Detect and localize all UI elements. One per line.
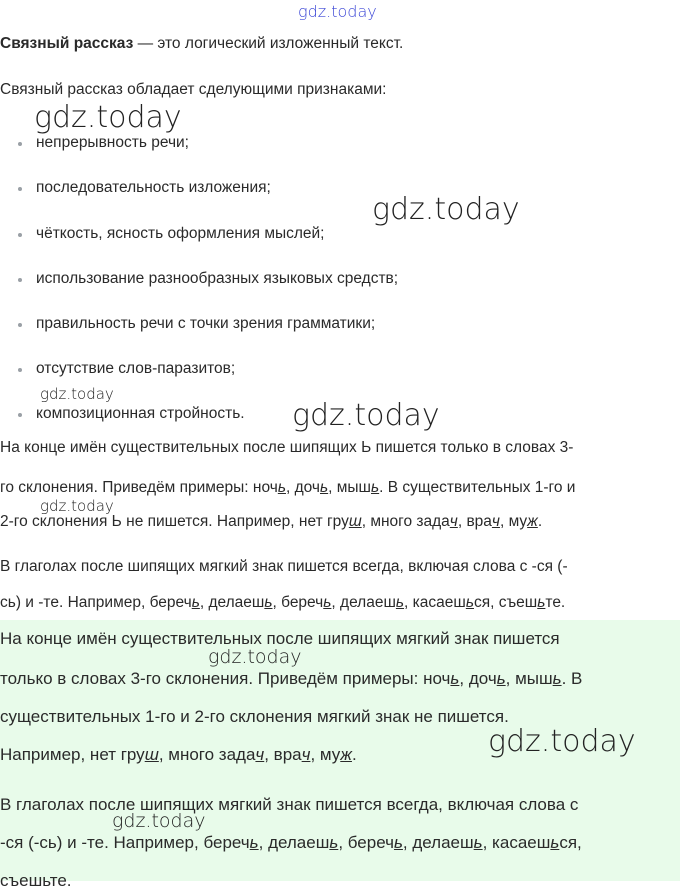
list-item: отсутствие слов-паразитов; xyxy=(36,360,236,377)
bullet-icon xyxy=(18,278,22,282)
definition-text: — это логический изложенный текст. xyxy=(133,35,404,52)
highlighted-letter: ш xyxy=(144,745,159,764)
highlighted-letter: ч xyxy=(301,745,311,764)
list-item: последовательность изложения; xyxy=(36,179,271,196)
highlighted-letter: ь xyxy=(395,594,405,611)
watermark: gdz.today xyxy=(40,497,114,515)
watermark: gdz.today xyxy=(372,192,520,227)
highlighted-letter: ж xyxy=(340,745,352,764)
highlighted-letter: ч xyxy=(255,745,265,764)
highlighted-letter: ь xyxy=(371,479,380,496)
paragraph-line: -ся (-сь) и -те. Например, беречь, делаешь, беречь, делаешь, касаешься, xyxy=(0,833,582,852)
highlighted-letter: ь xyxy=(473,833,483,852)
highlighted-letter: ь xyxy=(450,669,460,688)
highlighted-letter: ь xyxy=(277,479,286,496)
watermark: gdz.today xyxy=(112,810,206,832)
highlighted-letter: ч xyxy=(449,513,458,530)
highlighted-letter: ь xyxy=(465,594,474,611)
list-item: чёткость, ясность оформления мыслей; xyxy=(36,225,325,242)
highlighted-letter: ж xyxy=(527,513,538,530)
paragraph-line: сь) и -те. Например, беречь, делаешь, беречь, делаешь, касаешься, съешьте. xyxy=(0,594,566,611)
highlighted-letter: ь xyxy=(537,594,546,611)
paragraph-line: На конце имён существительных после шипящих Ь пишется только в словах 3- xyxy=(0,439,574,456)
bullet-icon xyxy=(18,233,22,237)
highlighted-letter: ь xyxy=(191,594,200,611)
highlighted-letter: ч xyxy=(491,513,500,530)
paragraph-line: 2-го склонения Ь не пишется. Например, нет груш, много задач, врач, муж. xyxy=(0,513,543,530)
list-item: использование разнообразных языковых средств; xyxy=(36,270,399,287)
paragraph-line: На конце имён существительных после шипящих мягкий знак пишется xyxy=(0,629,560,648)
definition-term: Связный рассказ xyxy=(0,35,134,52)
watermark: gdz.today xyxy=(40,385,114,403)
paragraph-line: В глаголах после шипящих мягкий знак пишется всегда, включая слова с xyxy=(0,795,579,814)
watermark: gdz.today xyxy=(34,100,182,135)
watermark: gdz.today xyxy=(292,398,440,433)
watermark: gdz.today xyxy=(208,646,302,668)
highlighted-letter: ь xyxy=(264,594,273,611)
highlighted-letter: ь xyxy=(550,833,560,852)
paragraph-line: съешьте. xyxy=(0,871,72,890)
bullet-icon xyxy=(18,413,22,417)
list-item: композиционная стройность. xyxy=(36,405,245,422)
highlighted-letter: ь xyxy=(319,479,329,496)
highlighted-letter: ь xyxy=(393,833,403,852)
watermark: gdz.today xyxy=(488,724,636,759)
highlighted-letter: ь xyxy=(496,669,506,688)
bullet-icon xyxy=(18,323,22,327)
features-intro: Связный рассказ обладает сделующими признаками: xyxy=(0,81,387,98)
bullet-icon xyxy=(18,142,22,146)
highlighted-letter: ь xyxy=(329,833,339,852)
list-item: непрерывность речи; xyxy=(36,134,189,151)
paragraph-line: существительных 1-го и 2-го склонения мягкий знак не пишется. xyxy=(0,707,509,726)
highlighted-letter: ь xyxy=(552,669,562,688)
highlighted-letter: ш xyxy=(348,513,362,530)
highlighted-letter: ь xyxy=(249,833,259,852)
bullet-icon xyxy=(18,368,22,372)
paragraph-line: только в словах 3-го склонения. Приведём примеры: ночь, дочь, мышь. В xyxy=(0,669,583,688)
highlighted-letter: ь xyxy=(323,594,332,611)
paragraph-line: В глаголах после шипящих мягкий знак пишется всегда, включая слова с -ся (- xyxy=(0,558,568,575)
paragraph-line: Например, нет груш, много задач, врач, муж. xyxy=(0,745,357,764)
definition-line xyxy=(0,34,403,54)
watermark-top: gdz.today xyxy=(298,2,377,21)
list-item: правильность речи с точки зрения грамматики; xyxy=(36,315,376,332)
bullet-icon xyxy=(18,187,22,191)
paragraph-line: го склонения. Приведём примеры: ночь, дочь, мышь. В существительных 1-го и xyxy=(0,479,576,496)
